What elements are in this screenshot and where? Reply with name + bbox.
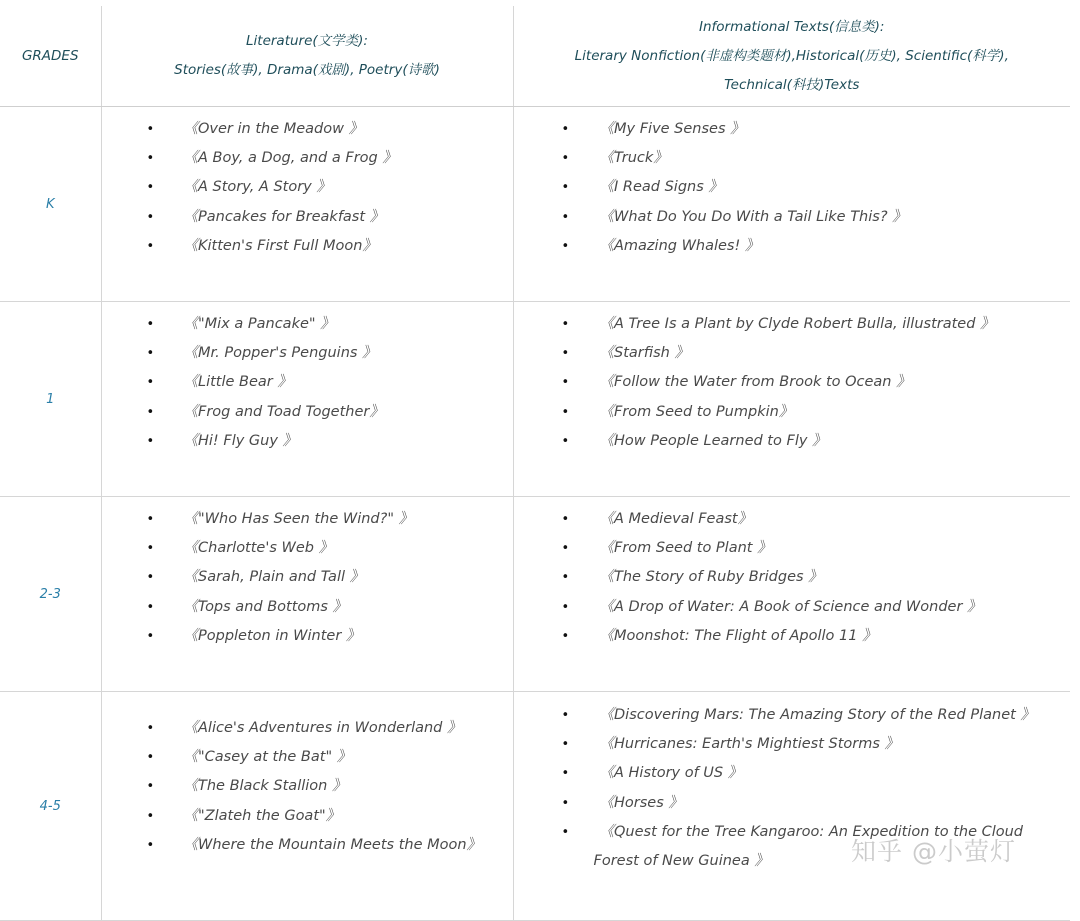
book-title: 《"Mix a Pancake" 》 [183, 316, 335, 332]
list-item [514, 427, 1071, 456]
list-item [514, 339, 1071, 368]
list-item [102, 232, 513, 261]
list-item [514, 398, 1071, 427]
bullet-icon: • [146, 433, 155, 449]
book-title: 《Hurricanes: Earth's Mightiest Storms 》 [599, 736, 900, 753]
bullet-icon: • [561, 541, 570, 557]
informational-cell [513, 692, 1070, 921]
literature-list [102, 115, 513, 261]
list-item [514, 789, 1071, 818]
book-title: 《From Seed to Pumpkin》 [599, 403, 794, 420]
grade-label: 2-3 [0, 497, 101, 692]
bullet-icon: • [146, 808, 155, 824]
bullet-icon: • [146, 837, 155, 853]
book-title: 《The Story of Ruby Bridges 》 [599, 569, 823, 586]
book-title: 《A Story, A Story 》 [183, 179, 331, 196]
list-item [102, 339, 513, 368]
list-item [102, 368, 513, 397]
bullet-icon: • [561, 209, 570, 225]
list-item [102, 772, 513, 801]
list-item [102, 203, 513, 232]
book-title-continuation: Forest of New Guinea 》 [593, 853, 769, 870]
table-row-grade-1 [0, 302, 1070, 497]
list-item [102, 310, 513, 339]
list-item [514, 622, 1071, 651]
list-item [514, 593, 1071, 622]
bullet-icon: • [146, 721, 155, 736]
book-title: 《Starfish 》 [599, 345, 689, 362]
watermark: 知乎 @小萤灯 [851, 837, 1016, 866]
book-title: 《What Do You Do With a Tail Like This? 》 [599, 208, 907, 225]
literature-cell [101, 497, 513, 692]
book-title: 《Poppleton in Winter 》 [183, 627, 361, 644]
list-item [102, 831, 513, 860]
list-item [514, 730, 1071, 759]
book-title: 《My Five Senses 》 [599, 121, 745, 137]
bullet-icon: • [561, 180, 570, 196]
list-item [514, 563, 1071, 592]
bullet-icon: • [146, 779, 155, 795]
bullet-icon: • [146, 238, 155, 254]
bullet-icon: • [146, 599, 155, 615]
bullet-icon: • [146, 346, 155, 362]
grade-label: 1 [0, 302, 101, 497]
header-literature-subtitle: Stories(故事), Drama(戏剧), Poetry(诗歌) [174, 62, 440, 78]
header-literature-title: Literature(文学类): [246, 33, 368, 49]
header-informational-subtitle-2: Technical(科技)Texts [724, 76, 860, 93]
book-title: 《Quest for the Tree Kangaroo: An Expedition to the Cloud [599, 823, 1024, 840]
bullet-icon: • [146, 570, 155, 586]
book-title: 《I Read Signs 》 [599, 179, 723, 196]
bullet-icon: • [146, 750, 155, 766]
list-item [102, 427, 513, 456]
list-item [102, 534, 513, 563]
grade-label: 4-5 [0, 692, 101, 921]
book-title: 《The Black Stallion 》 [183, 778, 347, 795]
header-informational-title: Informational Texts(信息类): [699, 18, 885, 35]
list-item [102, 144, 513, 173]
list-item [514, 173, 1071, 202]
bullet-icon: • [561, 737, 570, 753]
bullet-icon: • [561, 238, 570, 254]
book-title: 《Over in the Meadow 》 [183, 121, 364, 137]
literature-list [102, 714, 513, 860]
bullet-icon: • [561, 375, 570, 391]
book-title: 《Tops and Bottoms 》 [183, 598, 348, 615]
header-informational-subtitle: Literary Nonfiction(非虚构类题材),Historical(历史), Scientific(科学), [574, 47, 1009, 64]
list-item [102, 563, 513, 592]
literature-list [102, 310, 513, 456]
book-title: 《A History of US 》 [599, 765, 743, 782]
list-item [514, 368, 1071, 397]
book-title: 《Amazing Whales! 》 [599, 237, 760, 254]
informational-cell [513, 497, 1070, 692]
bullet-icon: • [561, 512, 570, 527]
book-title: 《Where the Mountain Meets the Moon》 [183, 836, 482, 853]
book-title: 《Discovering Mars: The Amazing Story of the Red Planet 》 [599, 707, 1035, 723]
book-title: 《Kitten's First Full Moon》 [183, 237, 377, 254]
list-item [102, 173, 513, 202]
list-item [102, 115, 513, 144]
bullet-icon: • [146, 512, 155, 527]
grade-label: K [0, 107, 101, 302]
book-title: 《Alice's Adventures in Wonderland 》 [183, 720, 462, 736]
list-item [102, 743, 513, 772]
bullet-icon: • [561, 151, 570, 167]
table-row-grade-4-5 [0, 692, 1070, 921]
list-item [514, 505, 1071, 534]
table-row-grade-k [0, 107, 1070, 302]
book-title: 《A Drop of Water: A Book of Science and Wonder 》 [599, 598, 982, 615]
header-literature [101, 6, 513, 107]
bullet-icon: • [146, 180, 155, 196]
bullet-icon: • [561, 317, 570, 332]
literature-cell [101, 302, 513, 497]
list-item [102, 622, 513, 651]
book-title: 《Sarah, Plain and Tall 》 [183, 569, 365, 586]
table-header-row [0, 6, 1070, 107]
informational-list [514, 310, 1071, 456]
bullet-icon: • [561, 824, 570, 840]
list-item [514, 144, 1071, 173]
bullet-icon: • [561, 433, 570, 449]
book-title: 《"Casey at the Bat" 》 [183, 749, 352, 766]
list-item [102, 505, 513, 534]
literature-cell [101, 107, 513, 302]
header-grades-label: GRADES [21, 47, 79, 64]
bullet-icon: • [561, 599, 570, 615]
bullet-icon: • [146, 122, 155, 137]
bullet-icon: • [146, 151, 155, 167]
list-item [102, 593, 513, 622]
book-title: 《Mr. Popper's Penguins 》 [183, 345, 377, 362]
bullet-icon: • [561, 628, 570, 644]
table-row-grade-2-3 [0, 497, 1070, 692]
header-grades [0, 6, 101, 107]
bullet-icon: • [146, 541, 155, 557]
list-item [514, 232, 1071, 261]
list-item [514, 203, 1071, 232]
book-title: 《Hi! Fly Guy 》 [183, 432, 298, 449]
book-title: 《Horses 》 [599, 794, 683, 811]
list-item [102, 714, 513, 743]
list-item [102, 802, 513, 831]
literature-list [102, 505, 513, 651]
book-title: 《"Who Has Seen the Wind?" 》 [183, 511, 414, 527]
informational-cell [513, 107, 1070, 302]
list-item [514, 115, 1071, 144]
bullet-icon: • [561, 570, 570, 586]
bullet-icon: • [146, 209, 155, 225]
literature-cell [101, 692, 513, 921]
list-item [514, 310, 1071, 339]
book-title: 《How People Learned to Fly 》 [599, 432, 827, 449]
bullet-icon: • [561, 122, 570, 137]
bullet-icon: • [561, 346, 570, 362]
bullet-icon: • [146, 375, 155, 391]
informational-list [514, 115, 1071, 261]
list-item [514, 759, 1071, 788]
list-item [514, 534, 1071, 563]
list-item [102, 398, 513, 427]
informational-list [514, 505, 1071, 651]
bullet-icon: • [561, 766, 570, 782]
book-title: 《Frog and Toad Together》 [183, 403, 384, 420]
bullet-icon: • [561, 795, 570, 811]
bullet-icon: • [561, 708, 570, 723]
bullet-icon: • [146, 404, 155, 420]
book-title: 《"Zlateh the Goat"》 [183, 807, 341, 824]
book-title: 《Follow the Water from Brook to Ocean 》 [599, 374, 911, 391]
book-title: 《A Tree Is a Plant by Clyde Robert Bulla, illustrated 》 [599, 316, 995, 332]
book-title: 《A Boy, a Dog, and a Frog 》 [183, 150, 397, 167]
reading-list-table [0, 6, 1070, 921]
bullet-icon: • [146, 628, 155, 644]
book-title: 《From Seed to Plant 》 [599, 540, 772, 557]
book-title: 《Moonshot: The Flight of Apollo 11 》 [599, 627, 877, 644]
list-item [514, 701, 1071, 730]
book-title: 《Truck》 [599, 150, 668, 167]
bullet-icon: • [561, 404, 570, 420]
bullet-icon: • [146, 317, 155, 332]
book-title: 《Little Bear 》 [183, 374, 292, 391]
header-informational [513, 6, 1070, 107]
informational-cell [513, 302, 1070, 497]
book-title: 《A Medieval Feast》 [599, 511, 753, 527]
book-title: 《Charlotte's Web 》 [183, 540, 334, 557]
book-title: 《Pancakes for Breakfast 》 [183, 208, 385, 225]
